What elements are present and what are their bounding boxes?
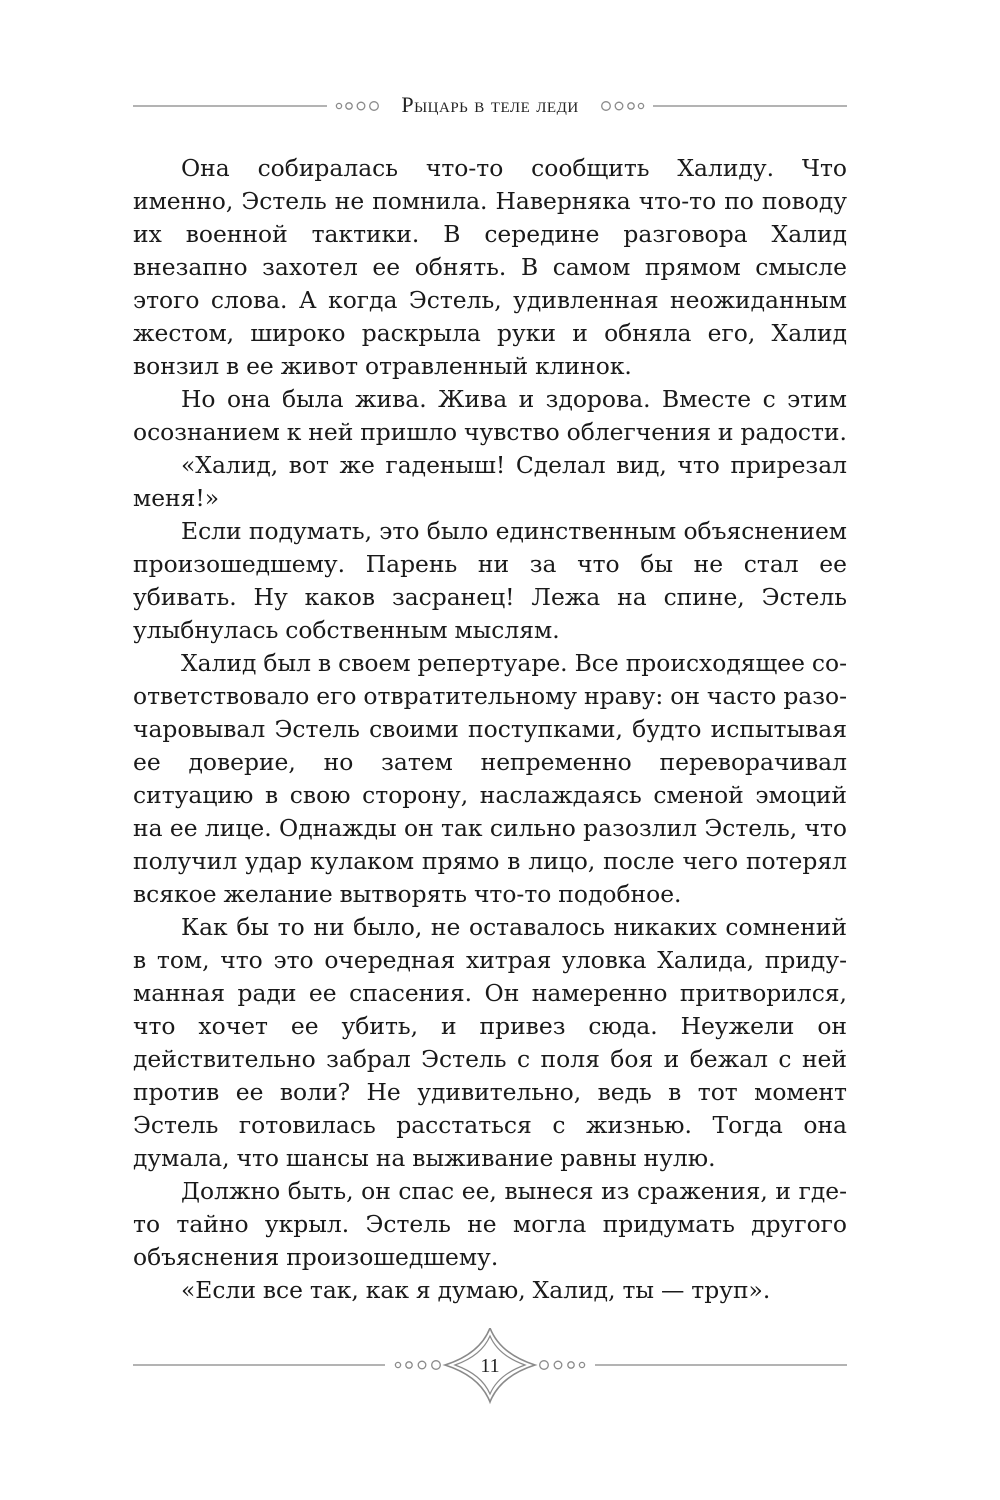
paragraph: Как бы то ни было, не оставалось никаких сомнений в том, что это очередная хитрая уловка Халида, придуманная ради ее спасения. Он намеренно притворился, что хочет ее убить, и привез сюда. Неужели он действительно забрал Эстель с поля боя и бежал с ней против ее воли? Не удивительно, ведь в тот момент Эстель готовилась расстаться с жизнью. Тогда она думала, что шансы на выживание равны нулю. <box>133 913 847 1172</box>
paragraph: Халид был в своем репертуаре. Все происходящее соответствовало его отвратительному нраву: он часто разочаровывал Эстель своими поступками, будто испытывая ее доверие, но затем непременно переворачивал ситуацию в свою сторону, наслаждаясь сменой эмоций на ее лице. Однажды он так сильно разозлил Эстель, что получил удар кулаком прямо в лицо, после чего потерял всякое желание вытворять что-то подобное. <box>133 649 847 908</box>
running-title <box>133 92 847 118</box>
running-header <box>133 86 847 126</box>
paragraph: Она собиралась что-то сообщить Халиду. Что именно, Эстель не помнила. Наверняка что-то по поводу их военной тактики. В середине разговора Халид внезапно захотел ее обнять. В самом прямом смысле этого слова. А когда Эстель, удивленная неожиданным жестом, широко раскрыла руки и обняла его, Халид вонзил в ее живот отравленный клинок. <box>133 154 847 380</box>
paragraph: Но она была жива. Жива и здорова. Вместе с этим осознанием к ней пришло чувство облегчения и радости. <box>133 385 847 446</box>
paragraph: Если подумать, это было единственным объяснением произошедшему. Парень ни за что бы не стал ее убивать. Ну каков засранец! Лежа на спине, Эстель улыбнулась собственным мыслям. <box>133 517 847 644</box>
running-title-text: Рыцарь в теле леди <box>397 92 582 118</box>
page-footer <box>133 1328 847 1408</box>
paragraph: Должно быть, он спас ее, вынеся из сражения, и где-то тайно укрыл. Эстель не могла придумать другого объяснения произошедшему. <box>133 1177 847 1271</box>
paragraph: «Халид, вот же гаденыш! Сделал вид, что прирезал меня!» <box>133 451 847 512</box>
paragraph: «Если все так, как я думаю, Халид, ты — труп». <box>181 1276 771 1304</box>
page-number: 11 <box>480 1355 500 1377</box>
page-body <box>133 152 847 1307</box>
